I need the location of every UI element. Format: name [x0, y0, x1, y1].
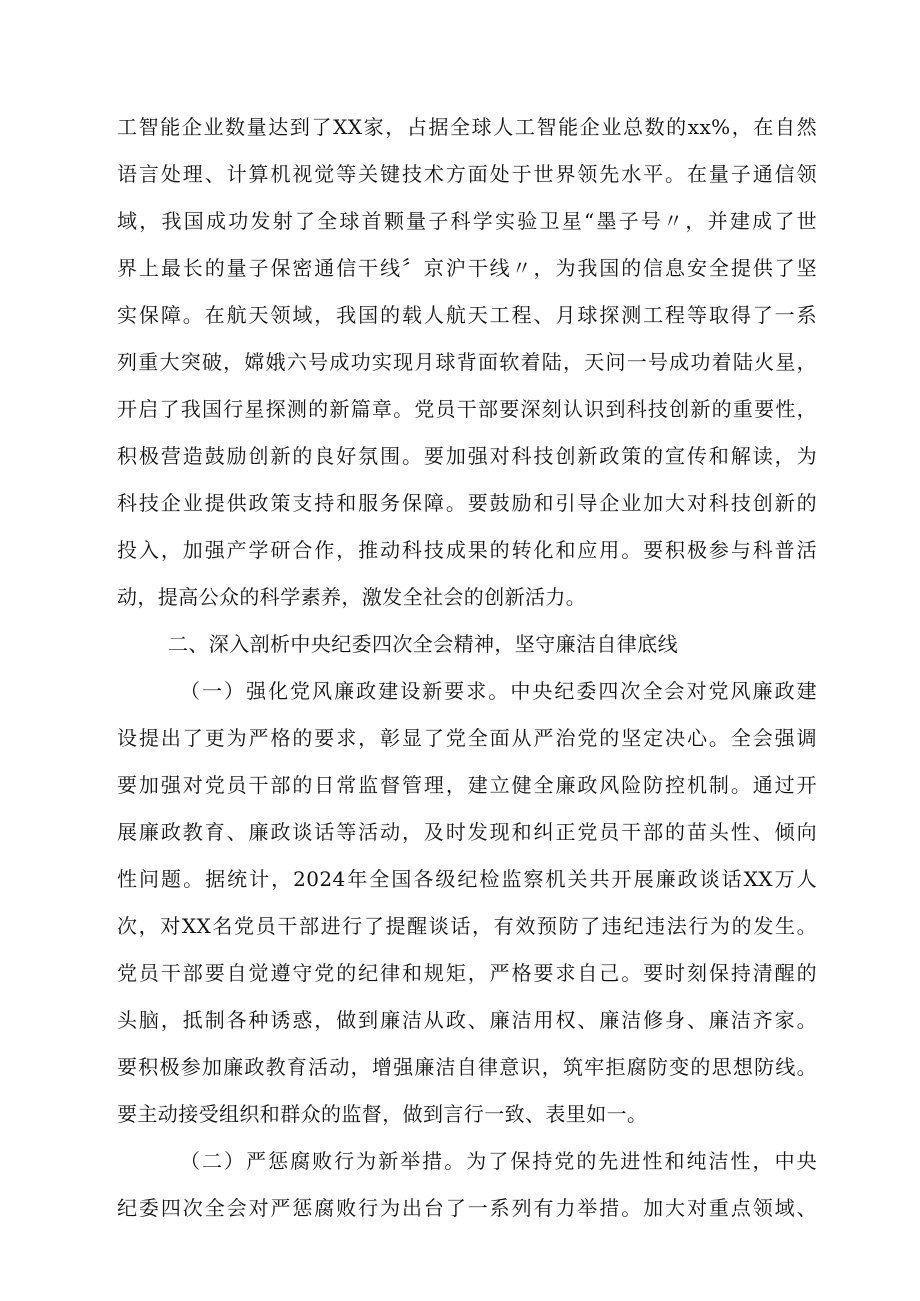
text-line: 投入，加强产学研合作，推动科技成果的转化和应用。要积极参与科普活	[117, 538, 817, 562]
text-line: 实保障。在航天领域，我国的载人航天工程、月球探测工程等取得了一系	[117, 303, 817, 327]
text-line: 性问题。据统计，2024年全国各级纪检监察机关共开展廉政谈话XX万人	[117, 867, 817, 891]
section-heading: 二、深入剖析中央纪委四次全会精神，坚守廉洁自律底线	[168, 632, 678, 656]
text-line: 工智能企业数量达到了XX家，占据全球人工智能企业总数的xx%，在自然	[117, 115, 817, 139]
text-line: 开启了我国行星探测的新篇章。党员干部要深刻认识到科技创新的重要性，	[117, 397, 817, 421]
text-line: 展廉政教育、廉政谈话等活动，及时发现和纠正党员干部的苗头性、倾向	[117, 820, 817, 844]
text-line: 科技企业提供政策支持和服务保障。要鼓励和引导企业加大对科技创新的	[117, 491, 817, 515]
text-line: 纪委四次全会对严惩腐败行为出台了一系列有力举措。加大对重点领域、	[117, 1196, 817, 1220]
text-line: 要主动接受组织和群众的监督，做到言行一致、表里如一。	[117, 1102, 648, 1126]
text-line: 设提出了更为严格的要求，彰显了党全面从严治党的坚定决心。全会强调	[117, 726, 817, 750]
text-line: 界上最长的量子保密通信干线〞京沪干线〃，为我国的信息安全提供了坚	[117, 256, 817, 280]
text-line: 次，对XX名党员干部进行了提醒谈话，有效预防了违纪违法行为的发生。	[117, 914, 817, 938]
subsection-heading-1: （一）强化党风廉政建设新要求。中央纪委四次全会对党风廉政建	[180, 679, 817, 703]
text-line: 要积极参加廉政教育活动，增强廉洁自律意识，筑牢拒腐防变的思想防线。	[117, 1055, 817, 1079]
text-line: 动，提高公众的科学素养，激发全社会的创新活力。	[117, 585, 587, 609]
text-line: 积极营造鼓励创新的良好氛围。要加强对科技创新政策的宣传和解读，为	[117, 444, 817, 468]
text-line: 语言处理、计算机视觉等关键技术方面处于世界领先水平。在量子通信领	[117, 162, 817, 186]
text-line: 要加强对党员干部的日常监督管理，建立健全廉政风险防控机制。通过开	[117, 773, 817, 797]
text-line: 党员干部要自觉遵守党的纪律和规矩，严格要求自己。要时刻保持清醒的	[117, 961, 817, 985]
text-line: 头脑，抵制各种诱惑，做到廉洁从政、廉洁用权、廉洁修身、廉洁齐家。	[117, 1008, 817, 1032]
text-line: 域，我国成功发射了全球首颗量子科学实验卫星“墨子号〃，并建成了世	[117, 209, 817, 233]
subsection-heading-2: （二）严惩腐败行为新举措。为了保持党的先进性和纯洁性，中央	[180, 1149, 817, 1173]
text-line: 列重大突破，嫦娥六号成功实现月球背面软着陆，天问一号成功着陆火星，	[117, 350, 817, 374]
